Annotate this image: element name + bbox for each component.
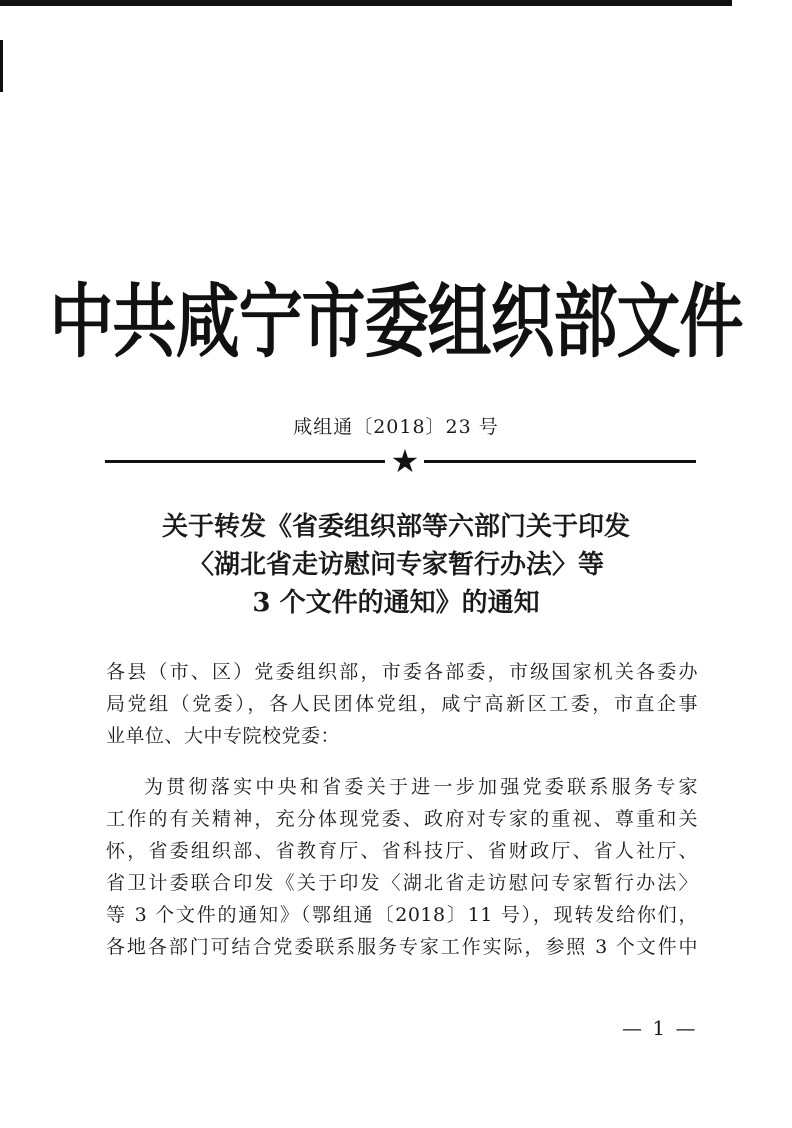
paragraph-line: 等 3 个文件的通知》（鄂组通〔2018〕11 号），现转发给你们，: [106, 904, 698, 926]
scan-left-mark: [0, 40, 3, 92]
paragraph-line: 各地各部门可结合党委联系服务专家工作实际，参照 3 个文件中: [106, 936, 698, 958]
page-number: — 1 —: [622, 1016, 698, 1040]
salutation-line: 业单位、大中专院校党委：: [106, 725, 341, 747]
document-header-title: 中共咸宁市委组织部文件: [49, 275, 743, 370]
document-title-line: 〈湖北省走访慰问专家暂行办法〉等: [187, 550, 604, 580]
salutation-line: 各县（市、区）党委组织部，市委各部委，市级国家机关各委办: [106, 661, 698, 683]
salutation: [106, 656, 698, 752]
document-title: [0, 508, 792, 622]
paragraph-line: 为贯彻落实中央和省委关于进一步加强党委联系服务专家: [144, 776, 698, 798]
paragraph-line: 省卫计委联合印发《关于印发〈湖北省走访慰问专家暂行办法〉: [106, 872, 698, 894]
document-number: 咸组通〔2018〕23 号: [293, 416, 499, 438]
document-title-line: 3 个文件的通知》的通知: [252, 588, 540, 618]
paragraph-line: 工作的有关精神，充分体现党委、政府对专家的重视、尊重和关: [106, 808, 698, 830]
header-separator-right: [424, 460, 696, 463]
document-title-line: 关于转发《省委组织部等六部门关于印发: [161, 512, 630, 542]
body-paragraph: [106, 771, 698, 963]
paragraph-line: 怀，省委组织部、省教育厅、省科技厅、省财政厅、省人社厅、: [106, 840, 698, 862]
star-icon: ★: [390, 442, 420, 480]
header-separator-left: [105, 460, 385, 463]
scan-top-edge: [0, 0, 792, 6]
salutation-line: 局党组（党委），各人民团体党组，咸宁高新区工委，市直企事: [106, 693, 698, 715]
